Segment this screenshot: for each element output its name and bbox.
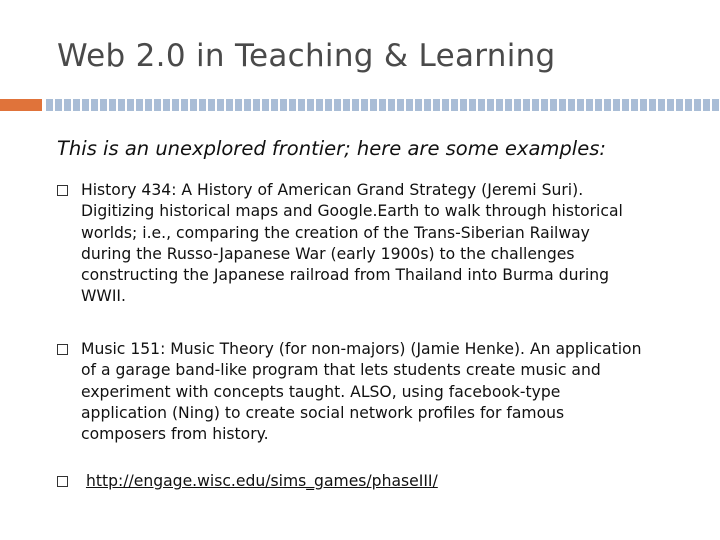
text-line: composers from history. bbox=[81, 425, 269, 444]
text-line: History 434: A History of American Grand Strategy (Jeremi Suri). bbox=[81, 181, 584, 199]
slide-title: Web 2.0 in Teaching & Learning bbox=[57, 38, 556, 74]
text-line: Digitizing historical maps and Google.Earth to walk through historical bbox=[81, 202, 623, 221]
hollow-square-bullet-icon bbox=[57, 476, 68, 487]
hollow-square-bullet-icon bbox=[57, 185, 68, 196]
engage-wisc-link[interactable]: http://engage.wisc.edu/sims_games/phaseIII/ bbox=[85, 472, 438, 490]
text-line: WWII. bbox=[81, 287, 126, 306]
title-divider-bar bbox=[46, 99, 720, 111]
text-line: of a garage band-like program that lets students create music and bbox=[81, 361, 601, 380]
list-item-text bbox=[81, 339, 696, 445]
text-line: Music 151: Music Theory (for non-majors) (Jamie Henke). An application bbox=[81, 340, 642, 358]
text-line: application (Ning) to create social network profiles for famous bbox=[81, 403, 565, 422]
list-item-text bbox=[81, 180, 696, 308]
text-line: experiment with concepts taught. ALSO, using facebook-type bbox=[81, 382, 561, 401]
hollow-square-bullet-icon bbox=[57, 344, 68, 355]
text-line: during the Russo-Japanese War (early 1900s) to the challenges bbox=[81, 244, 575, 263]
text-line: constructing the Japanese railroad from Thailand into Burma during bbox=[81, 266, 609, 285]
intro-text: This is an unexplored frontier; here are some examples: bbox=[57, 137, 606, 160]
title-accent-bar bbox=[0, 99, 42, 111]
text-line: worlds; i.e., comparing the creation of the Trans-Siberian Railway bbox=[81, 223, 590, 242]
list-item-text bbox=[81, 471, 696, 492]
